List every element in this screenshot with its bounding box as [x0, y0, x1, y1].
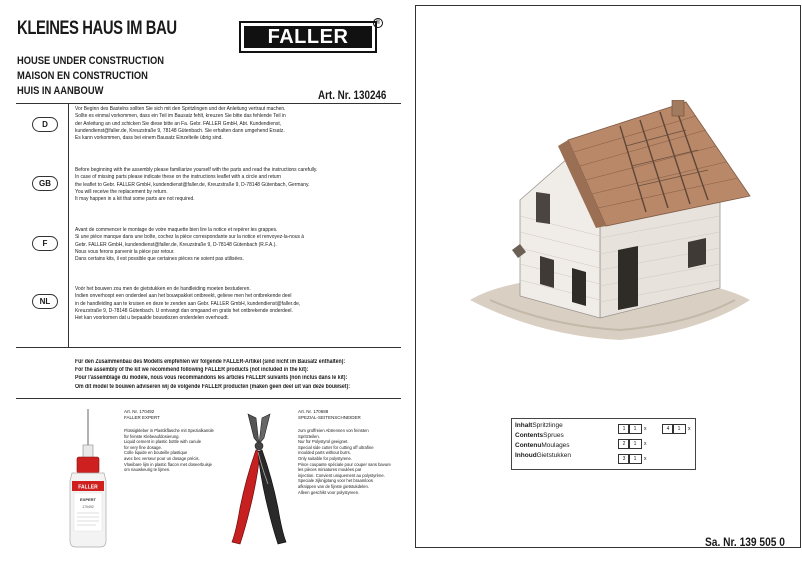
text-line: Colle liquide en bouteille plastique — [124, 450, 188, 456]
text-line: Pince coupante spéciale pour couper sans bavure — [298, 461, 391, 467]
text-line: Art. Nr. 170492 — [124, 409, 155, 414]
text-line: om nauwkeurig te lijmen. — [124, 467, 171, 473]
text-line: zum groffreien Abtrennen von feinsten — [298, 428, 369, 433]
product-1-header — [124, 409, 160, 420]
text-line: Für den Zusammenbau des Modells empfehlen wir folgende FALLER-Artikel (sind nicht im Bausatz enthalten): — [75, 359, 346, 365]
house-model-image — [450, 100, 770, 350]
text-line: Si une pièce manque dans une boîte, cochez la pièce correspondante sur la notice et renvoyez-la-nous à — [75, 234, 305, 241]
text-line: moulded parts without burrs. — [298, 450, 351, 456]
text-line: Sollte es einmal vorkommen, dass ein Teil im Bausatz fehlt, kreuzen Sie bitte das fehlende Teil in — [75, 113, 286, 120]
divider-vertical — [68, 104, 69, 347]
text-line: Vor Beginn des Bastelns sollten Sie sich mit den Spritzlingen und der Anleitung vertraut machen. — [75, 106, 286, 112]
text-line: for very fine dosage. — [124, 444, 162, 450]
text-line: SPEZIAL-SEITENSCHNEIDER — [298, 414, 361, 420]
text-line: Flüssigkleber in Plastikflasche mit Spezialkanüle — [124, 428, 214, 433]
sprue-x: x — [644, 441, 647, 447]
set-number: Sa. Nr. 139 505 0 — [705, 535, 785, 549]
side-cutter-icon — [226, 408, 292, 548]
text-line: Only suitable for polystyrene. — [298, 455, 352, 461]
recommendation-text — [75, 358, 395, 391]
text-line: Indien onverhoopt een onderdeel aan het bouwpakket ontbreekt, gelieve men het ontbrekende deel — [75, 293, 292, 300]
lang-badge-d: D — [32, 117, 58, 132]
text-line: in de handleiding aan te kruisen en deze te zenden aan Gebr. FALLER GmbH, kundendienst@faller.de, — [75, 300, 301, 307]
text-line: the leaflet to Gebr. FALLER GmbH, kundendienst@faller.de, Kreuzstraße 9, D-78148 Gütenbach, Germany. — [75, 181, 310, 188]
text-line: For the assembly of the kit we recommend following FALLER products (not included in the kit): — [75, 367, 309, 374]
label-bold: Inhoud — [515, 452, 537, 459]
text-line: You will receive the replacement by return. — [75, 188, 168, 195]
bottle-sub-text: EXPERT — [79, 497, 97, 502]
sprue-count-cell: 1 — [628, 454, 642, 464]
text-line: Nous vous ferons parvenir la pièce par retour. — [75, 248, 175, 255]
text-line: Liquid cement in plastic bottle with canule — [124, 439, 202, 445]
label-bold: Contents — [515, 432, 544, 439]
subtitle-en: HOUSE UNDER CONSTRUCTION — [17, 55, 165, 67]
text-line: Dans certains kits, il est possible que certaines pièces ne soient pas utilisées. — [75, 256, 244, 263]
text-line: Het kan voorkomen dat u bepaalde bouwdozen onderdelen overhoudt. — [75, 315, 229, 322]
bottle-brand-text: FALLER — [78, 484, 98, 491]
sprue-id-cell: 1 — [618, 424, 630, 434]
sprue-x: x — [644, 426, 647, 432]
text-line: Kreuzstraße 9, D-78148 Gütenbach. U ontvangt dan omgaand en gratis het ontbrekende onderdeel. — [75, 307, 293, 314]
product-2-header — [298, 409, 361, 420]
text-block-nl — [75, 286, 405, 322]
text-line: FALLER EXPERT — [124, 414, 160, 420]
sprue-x: x — [644, 456, 647, 462]
sprue-count-cell: 1 — [628, 439, 642, 449]
sprue-id-cell: 2 — [618, 439, 630, 449]
sprue-id-cell: 4 — [662, 424, 674, 434]
label-rest: Spritzlinge — [532, 422, 563, 429]
sprue-label-fr — [515, 442, 570, 450]
label-bold: Contenu — [515, 442, 542, 449]
text-line: Art. Nr. 170688 — [298, 409, 329, 414]
text-line: afknippen van de fijnste gietstukdelen. — [298, 483, 370, 489]
sprue-count-cell: 1 — [672, 424, 686, 434]
product-1-description — [124, 428, 214, 473]
text-line: Es kann vorkommen, dass bei einem Bausatz Einzelteile übrig sind. — [75, 135, 223, 142]
text-line: avec bec verseur pour un dosage précis. — [124, 455, 200, 461]
faller-logo — [239, 21, 377, 53]
registered-mark: ® — [373, 18, 383, 28]
text-line: It may happen in a kit that some parts are not required. — [75, 196, 195, 203]
sprue-contents-box — [511, 418, 696, 470]
label-bold: Inhalt — [515, 422, 533, 429]
divider-middle — [16, 347, 401, 348]
text-block-d — [75, 106, 405, 142]
text-line: In case of missing parts please indicate these on the instructions leaflet with a circle and return — [75, 174, 282, 181]
right-panel — [415, 5, 801, 563]
bottle-nr-text: 170492 — [82, 505, 94, 509]
sprue-x: x — [688, 426, 691, 432]
sprue-id-cell: 3 — [618, 454, 630, 464]
text-line: Spritzteilen. — [298, 433, 320, 439]
text-line: der Anleitung an und schicken Sie diese bitte an Fa. Gebr. FALLER GmbH, Abt. Kundendienst, — [75, 120, 282, 127]
sprue-count-cell: 1 — [628, 424, 642, 434]
page-title: KLEINES HAUS IM BAU — [17, 18, 177, 39]
text-block-gb — [75, 167, 405, 203]
lang-badge-f: F — [32, 236, 58, 251]
label-rest: Gietstukken — [536, 452, 571, 459]
subtitle-fr: MAISON EN CONSTRUCTION — [17, 70, 148, 82]
text-line: für feinste Klebeaufdosierung. — [124, 433, 180, 439]
lang-badge-nl: NL — [32, 294, 58, 309]
divider-top — [16, 103, 401, 104]
article-number: Art. Nr. 130246 — [318, 88, 387, 102]
sprue-label-de — [515, 422, 563, 430]
sprue-label-nl — [515, 452, 571, 460]
sprue-label-en — [515, 432, 564, 440]
divider-products — [16, 398, 401, 399]
label-rest: Sprues — [543, 432, 564, 439]
text-line: Vloeibare lijm in plastic flacon met doseerbuisje — [124, 461, 212, 467]
text-line: Speciale zijknijptang voor het braamloos — [298, 478, 373, 484]
text-line: les pièces miniatures moulées par — [298, 467, 362, 473]
text-line: Nur für Polystyrol geeignet. — [298, 439, 349, 445]
text-line: Alleen geschikt voor polystyreen. — [298, 489, 360, 495]
glue-bottle-icon — [58, 407, 118, 552]
product-2-description — [298, 428, 391, 495]
lang-badge-gb: GB — [32, 176, 58, 191]
text-line: Voór het bouwen zou men de gietstukken en de handleiding moeten bestuderen. — [75, 286, 251, 292]
text-line: kundendienst@faller.de, Kreuzstraße 9, 78148 Gütenbach. Sie erhalten dann umgehend Ersatz. — [75, 127, 285, 134]
text-line: Before beginning with the assembly please familiarize yourself with the parts and read the instructions carefully. — [75, 167, 318, 173]
text-block-f — [75, 227, 405, 263]
text-line: injection. Convient uniquement au polystyrène. — [298, 472, 385, 478]
text-line: Pour l'assemblage du modèle, nous vous recommandons les articles FALLER suivants (non inclus dans le kit): — [75, 375, 348, 382]
text-line: Om dit model te bouwen adviseren wij de volgende FALLER producten (maken geen deel uit van deze bouwset): — [75, 383, 350, 390]
text-line: Gebr. FALLER GmbH, kundendienst@faller.de, Kreuzstraße 9, D-78148 Gütenbach (R.F.A.). — [75, 241, 277, 248]
text-line: Special side cutter for cutting off ultrafine — [298, 444, 374, 450]
subtitle-nl: HUIS IN AANBOUW — [17, 85, 104, 97]
text-line: Avant de commencer le montage de votre maquette bien lire la notice et repérer les grappes. — [75, 227, 278, 233]
logo-text: FALLER — [244, 26, 372, 48]
label-rest: Moulages — [541, 442, 570, 449]
